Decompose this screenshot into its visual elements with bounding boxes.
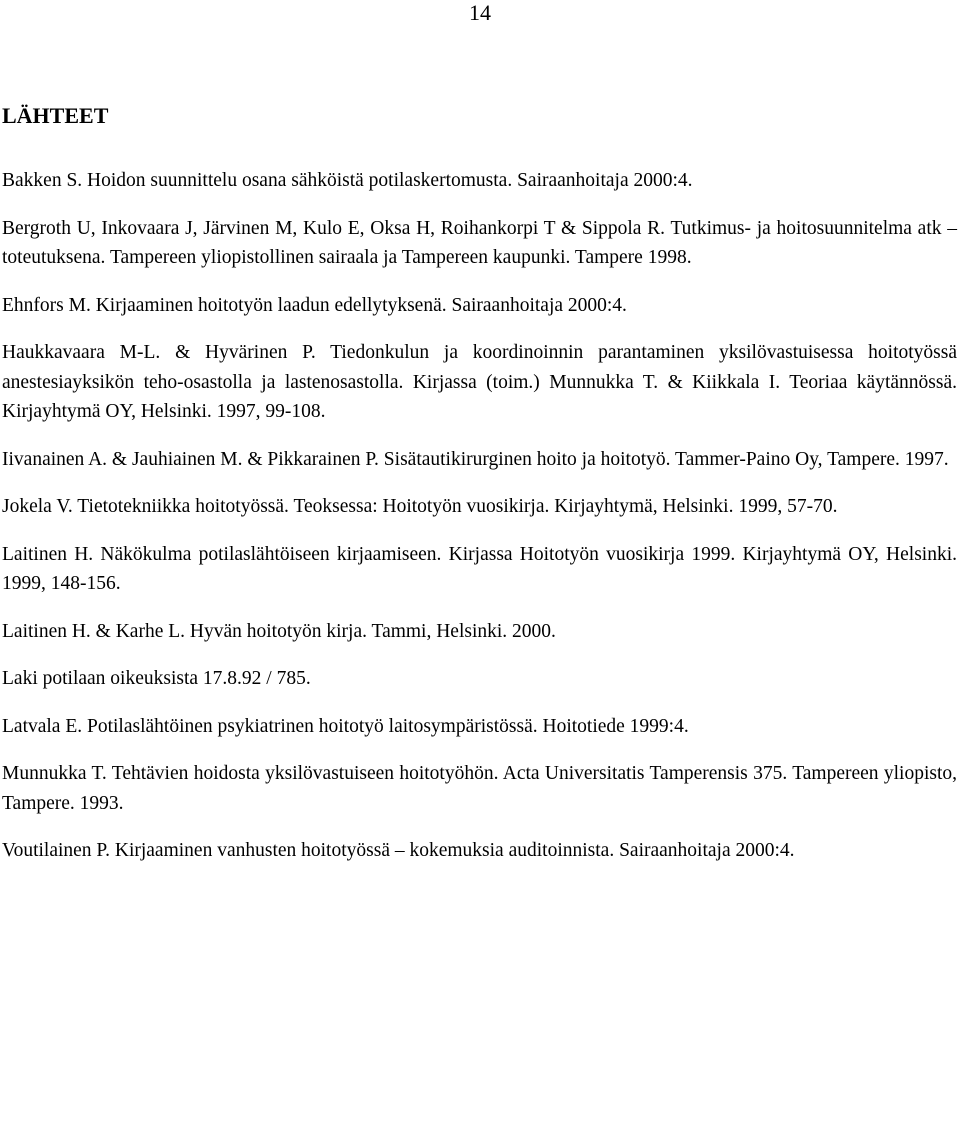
reference-item: Iivanainen A. & Jauhiainen M. & Pikkarainen P. Sisätautikirurginen hoito ja hoitotyö. Tammer-Paino Oy, Tampere. 1997. — [2, 448, 949, 470]
section-heading: LÄHTEET — [2, 103, 109, 128]
reference-item: Latvala E. Potilaslähtöinen psykiatrinen hoitotyö laitosympäristössä. Hoitotiede 1999:4. — [2, 715, 689, 737]
reference-item: Bergroth U, Inkovaara J, Järvinen M, Kulo E, Oksa H, Roihankorpi T & Sippola R. Tutkimus- ja hoitosuunnitelma atk –toteutuksena. Tampereen yliopistollinen sairaala ja Tampereen kaupunki. Tampere 1998. — [2, 217, 957, 268]
reference-item: Voutilainen P. Kirjaaminen vanhusten hoitotyössä – kokemuksia auditoinnista. Sairaanhoitaja 2000:4. — [2, 840, 795, 861]
reference-item: Ehnfors M. Kirjaaminen hoitotyön laadun edellytyksenä. Sairaanhoitaja 2000:4. — [2, 294, 627, 316]
reference-item: Munnukka T. Tehtävien hoidosta yksilövastuiseen hoitotyöhön. Acta Universitatis Tamperensis 375. Tampereen yliopisto, Tampere. 1993. — [2, 763, 957, 814]
reference-item: Laitinen H. Näkökulma potilaslähtöiseen kirjaamiseen. Kirjassa Hoitotyön vuosikirja 1999. Kirjayhtymä OY, Helsinki. 1999, 148-156. — [2, 543, 957, 594]
reference-list — [2, 166, 957, 866]
reference-item: Jokela V. Tietotekniikka hoitotyössä. Teoksessa: Hoitotyön vuosikirja. Kirjayhtymä, Helsinki. 1999, 57-70. — [2, 496, 838, 517]
page-number: 14 — [469, 0, 491, 25]
reference-item: Haukkavaara M-L. & Hyvärinen P. Tiedonkulun ja koordinoinnin parantaminen yksilövastuisessa hoitotyössä anestesiayksikön teho-osastolla ja lastenosastolla. Kirjassa (toim.) Munnukka T. & Kiikkala I. Teoriaa käytännössä. Kirjayhtymä OY, Helsinki. 1997, 99-108. — [2, 342, 957, 422]
reference-item: Laitinen H. & Karhe L. Hyvän hoitotyön kirja. Tammi, Helsinki. 2000. — [2, 620, 556, 642]
reference-item: Laki potilaan oikeuksista 17.8.92 / 785. — [2, 668, 311, 689]
reference-item: Bakken S. Hoidon suunnittelu osana sähköistä potilaskertomusta. Sairaanhoitaja 2000:4. — [2, 170, 693, 191]
document-body — [2, 100, 957, 884]
